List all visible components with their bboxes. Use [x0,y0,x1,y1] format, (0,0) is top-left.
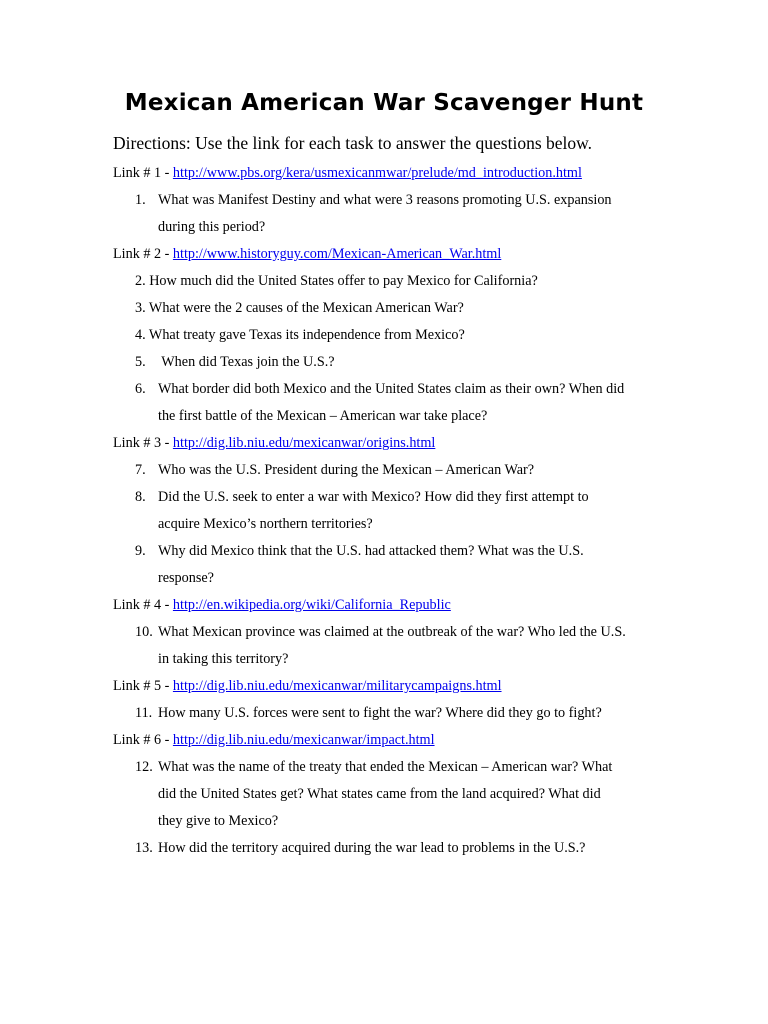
question-number: 11. [135,705,153,721]
question-12-continued [113,781,673,808]
page-title: Mexican American War Scavenger Hunt [124,90,644,116]
question-3: 3. What were the 2 causes of the Mexican American War? [135,300,464,316]
question-text: during this period? [158,219,266,235]
question-number: 10. [135,624,153,640]
question-13 [113,835,673,862]
question-11 [113,700,673,727]
question-5 [113,349,673,376]
question-text: Why did Mexico think that the U.S. had attacked them? What was the U.S. [158,543,584,559]
question-6 [113,376,673,403]
question-number: 1. [135,192,146,208]
link-url[interactable]: http://dig.lib.niu.edu/mexicanwar/impact.html [172,732,435,748]
question-text: Did the U.S. seek to enter a war with Mexico? How did they first attempt to [158,489,589,505]
question-number: 12. [135,759,153,775]
link-row-4 [113,592,673,619]
question-number: 9. [135,543,146,559]
question-8-continued [113,511,673,538]
question-1-continued [113,214,673,241]
question-4: 4. What treaty gave Texas its independence from Mexico? [135,327,465,343]
link-url[interactable]: http://en.wikipedia.org/wiki/California_Republic [172,597,451,613]
question-1 [113,187,673,214]
question-text: What Mexican province was claimed at the outbreak of the war? Who led the U.S. [158,624,626,640]
question-text: did the United States get? What states came from the land acquired? What did [158,786,601,802]
link-row-3 [113,430,673,457]
question-9 [113,538,673,565]
link-label: Link # 2 - [113,246,173,262]
link-label: Link # 5 - [113,678,173,694]
question-number: 13. [135,840,153,856]
question-number: 6. [135,381,146,397]
question-number: 8. [135,489,146,505]
question-text: What border did both Mexico and the United States claim as their own? When did [158,381,625,397]
question-9-continued [113,565,673,592]
link-label: Link # 3 - [113,435,173,451]
link-url[interactable]: http://dig.lib.niu.edu/mexicanwar/origins.html [172,435,436,451]
question-2: 2. How much did the United States offer to pay Mexico for California? [135,273,538,289]
link-label: Link # 4 - [113,597,173,613]
question-6-continued [113,403,673,430]
link-label: Link # 1 - [113,165,173,181]
question-7 [113,457,673,484]
question-12 [113,754,673,781]
question-text: in taking this territory? [158,651,289,667]
question-text: How many U.S. forces were sent to fight the war? Where did they go to fight? [158,705,602,721]
question-text: response? [158,570,214,586]
question-text: How did the territory acquired during the war lead to problems in the U.S.? [158,840,586,856]
question-text: When did Texas join the U.S.? [158,354,335,370]
question-10-continued [113,646,673,673]
link-url[interactable]: http://www.pbs.org/kera/usmexicanmwar/prelude/md_introduction.html [172,165,582,181]
question-text: they give to Mexico? [158,813,279,829]
question-10 [113,619,673,646]
task-list [113,160,673,862]
link-row-2 [113,241,673,268]
question-number: 5. [135,354,146,370]
question-text: What was Manifest Destiny and what were 3 reasons promoting U.S. expansion [158,192,612,208]
link-row-1 [113,160,673,187]
question-12-continued [113,808,673,835]
question-text: the first battle of the Mexican – American war take place? [158,408,488,424]
directions-text: Directions: Use the link for each task to answer the questions below. [113,133,593,153]
question-text: Who was the U.S. President during the Mexican – American War? [158,462,535,478]
link-url[interactable]: http://dig.lib.niu.edu/mexicanwar/militarycampaigns.html [172,678,502,694]
link-row-5 [113,673,673,700]
question-text: What was the name of the treaty that ended the Mexican – American war? What [158,759,613,775]
link-label: Link # 6 - [113,732,173,748]
link-url[interactable]: http://www.historyguy.com/Mexican-American_War.html [172,246,502,262]
link-row-6 [113,727,673,754]
question-8 [113,484,673,511]
question-text: acquire Mexico’s northern territories? [158,516,373,532]
question-number: 7. [135,462,146,478]
